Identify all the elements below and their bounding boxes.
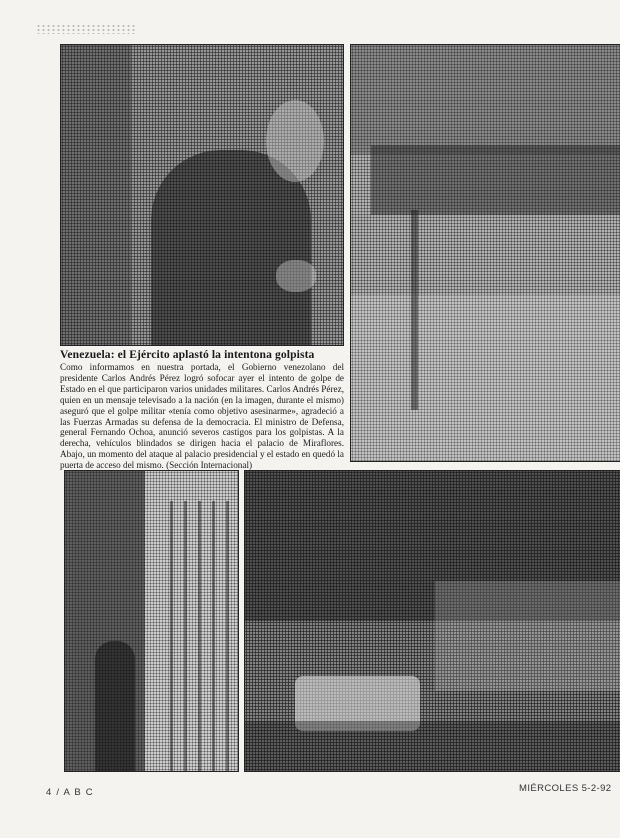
- gate-bars: [170, 501, 238, 771]
- issue-date: MIÉRCOLES 5-2-92: [519, 783, 612, 794]
- photo-street: [350, 44, 620, 462]
- attack-building: [435, 581, 620, 691]
- page-number-label: 4 / A B C: [46, 787, 94, 798]
- gate-figure: [95, 641, 135, 771]
- street-sky: [351, 45, 620, 155]
- photo-caption: [60, 348, 344, 471]
- caption-headline: Venezuela: el Ejército aplastó la intentona golpista: [60, 348, 315, 361]
- top-edge-marking: [36, 24, 136, 34]
- street-road: [351, 295, 620, 461]
- photo-portrait: [60, 44, 344, 346]
- street-post: [411, 210, 418, 410]
- attack-ground: [245, 721, 620, 771]
- portrait-hand: [276, 260, 316, 292]
- portrait-head: [266, 100, 324, 182]
- photo-attack: [244, 470, 620, 772]
- caption-body: Como informamos en nuestra portada, el Gobierno venezolano del presidente Carlos Andrés Pérez logró sofocar ayer el intento de golpe de Estado en el que participaron varios unidades militares. Carlos Andrés Pérez, quien en un mensaje televisado a la nación (en la imagen, durante el mismo) aseguró que el golpe militar «tenía como objetivo asesinarme», agradeció a las Fuerzas Armadas su defensa de la democracia. El ministro de Defensa, general Fernando Ochoa, anunció severos castigos para los golpistas. A la derecha, vehículos blindados se dirigen hacia el palacio de Miraflores. Abajo, un momento del ataque al palacio presidencial y el estado en quedó la puerta de acceso del mismo. (Sección Internacional): [60, 362, 344, 471]
- street-crowd: [371, 145, 620, 215]
- photo-gate: [64, 470, 239, 772]
- portrait-left-shadow: [61, 45, 131, 345]
